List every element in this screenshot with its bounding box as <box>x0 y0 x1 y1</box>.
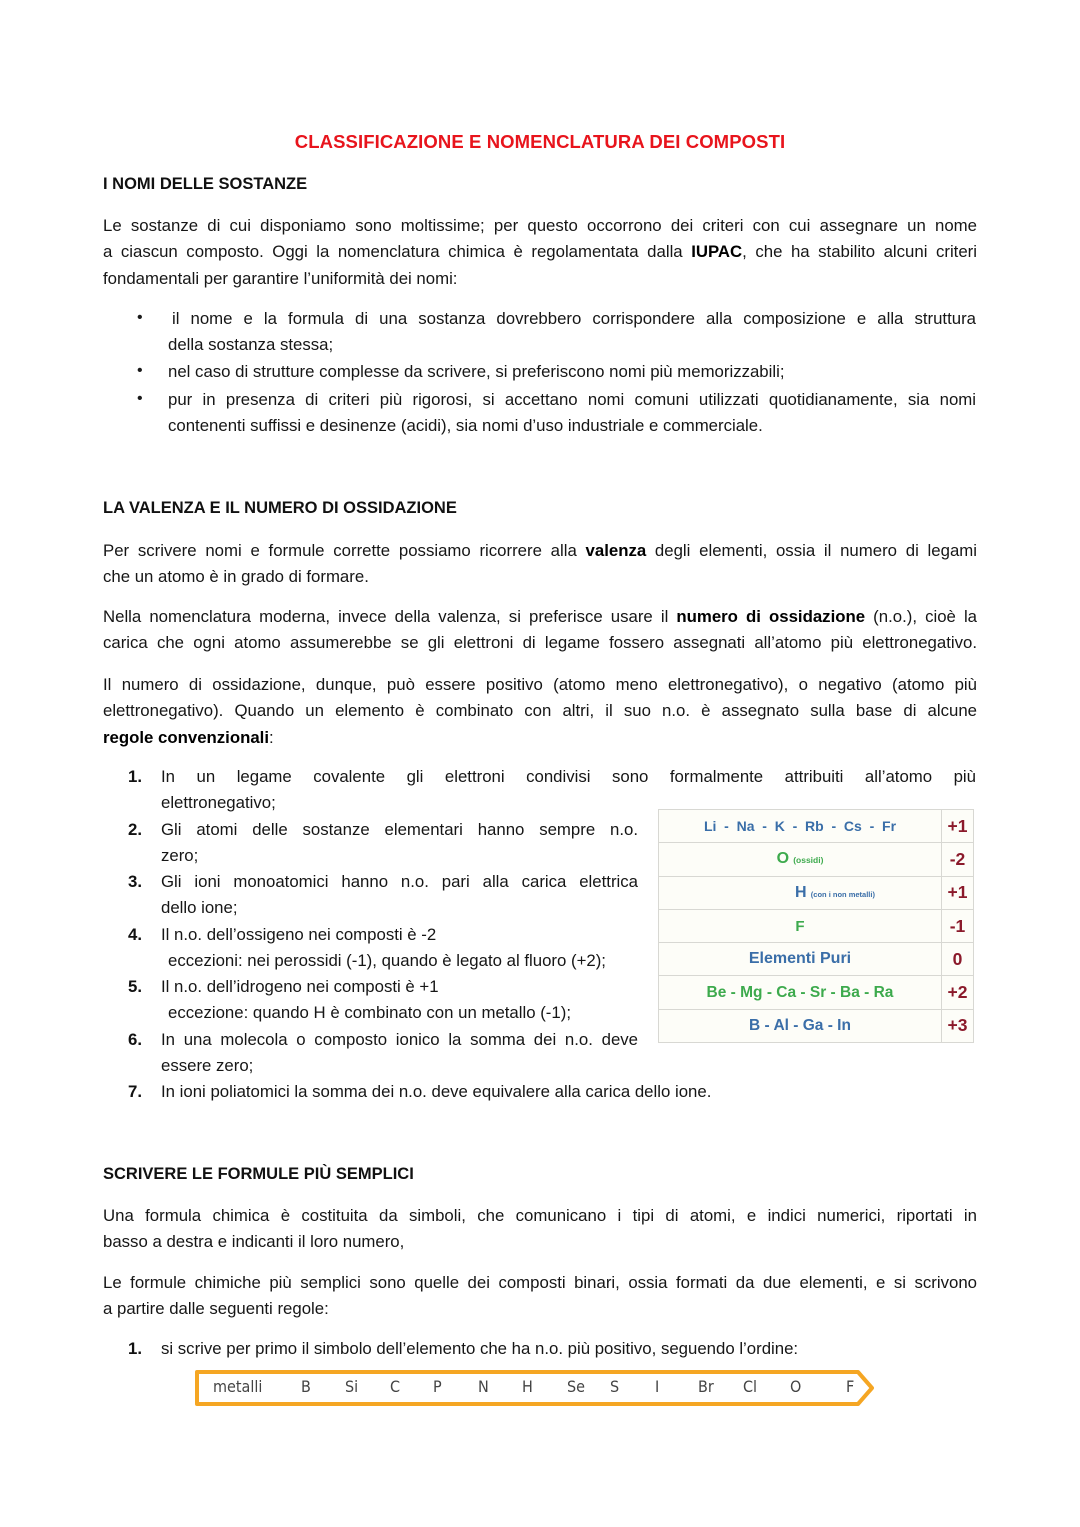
bullet-line <box>168 309 976 329</box>
paragraph-line: fondamentali per garantire l’uniformità dei nomi: <box>103 268 458 288</box>
value-cell: +3 <box>942 1009 974 1042</box>
paragraph-line: Il numero di ossidazione, dunque, può essere positivo (atomo meno elettronegativo), o negativo (atomo più <box>103 675 977 694</box>
bullet-icon: • <box>137 390 143 407</box>
oxidation-term: numero di ossidazione <box>676 607 866 626</box>
rule-line: elettronegativo; <box>161 793 276 812</box>
rule-number: 2. <box>128 820 142 839</box>
oxidation-paragraph <box>103 604 977 657</box>
element-order-list <box>194 1368 854 1408</box>
rule-number: 6. <box>128 1030 142 1049</box>
paragraph-line: basso a destra e indicanti il loro numero, <box>103 1232 405 1252</box>
text-run: degli elementi, ossia il numero di legami <box>646 541 977 560</box>
order-item: Cl <box>743 1377 758 1396</box>
text-run: In un legame covalente gli elettroni condivisi sono formalmente attribuiti all’atomo più <box>161 767 976 786</box>
table-row <box>659 1009 974 1042</box>
paragraph-line <box>103 604 977 630</box>
order-item: H <box>522 1377 533 1396</box>
sign-paragraph <box>103 672 977 751</box>
text-run: a ciascun composto. Oggi la nomenclatura chimica è regolamentata dalla <box>103 242 692 262</box>
valence-paragraph <box>103 538 977 591</box>
rule-number: 5. <box>128 977 142 996</box>
bullet-line: contenenti suffissi e desinenze (acidi), sia nomi d’uso industriale e commerciale. <box>168 416 763 435</box>
value-cell: -1 <box>942 909 974 942</box>
text-run: Nella nomenclatura moderna, invece della valenza, si preferisce usare il <box>103 607 677 626</box>
table-row <box>659 810 974 843</box>
value-cell: +2 <box>942 976 974 1009</box>
section-heading-names: I NOMI DELLE SOSTANZE <box>103 175 308 193</box>
table-row <box>659 943 974 976</box>
order-item: metalli <box>213 1377 263 1396</box>
order-item: P <box>433 1377 442 1396</box>
order-item: Si <box>345 1377 359 1396</box>
element-cell: F <box>659 909 942 942</box>
paragraph-line <box>103 538 977 564</box>
element-cell: B - Al - Ga - In <box>659 1009 942 1042</box>
paragraph-line <box>103 239 977 265</box>
text-run: il nome e la formula di una sostanza dovrebbero corrispondere alla composizione e alla struttura <box>172 309 976 328</box>
order-item: Br <box>698 1377 714 1396</box>
text-run: (n.o.), cioè la <box>865 607 978 626</box>
order-item: N <box>478 1377 489 1396</box>
text-run: : <box>269 727 274 747</box>
element-cell <box>659 810 942 843</box>
rule-line <box>161 1030 638 1050</box>
order-item: I <box>655 1377 660 1396</box>
element-cell <box>659 843 942 876</box>
rule-line: In ioni poliatomici la somma dei n.o. deve equivalere alla carica dello ione. <box>161 1082 712 1101</box>
document-title: CLASSIFICAZIONE E NOMENCLATURA DEI COMPOSTI <box>294 131 786 152</box>
element-note: (con i non metalli) <box>810 889 875 899</box>
order-item: B <box>301 1377 311 1396</box>
value-cell: +1 <box>942 876 974 909</box>
bullet-line: della sostanza stessa; <box>168 335 334 354</box>
table-row <box>659 876 974 909</box>
element-label: H <box>795 883 807 901</box>
rule-line: Il n.o. dell’ossigeno nei composti è -2 <box>161 925 437 944</box>
rule-number: 1. <box>128 1339 142 1358</box>
text-run: , che ha stabilito alcuni criteri <box>742 242 977 262</box>
element-note: (ossidi) <box>793 855 824 866</box>
paragraph-line <box>103 728 274 747</box>
rule-line: zero; <box>161 846 199 865</box>
text-run: Per scrivere nomi e formule corrette possiamo ricorrere alla <box>103 541 586 560</box>
table-row <box>659 843 974 876</box>
rule-line: eccezioni: nei perossidi (-1), quando è legato al fluoro (+2); <box>168 951 606 970</box>
text-run: Gli ioni monoatomici hanno n.o. pari alla carica elettrica <box>161 872 638 891</box>
order-item: O <box>790 1377 802 1396</box>
rule-line <box>161 767 976 787</box>
section-heading-formulas: SCRIVERE LE FORMULE PIÙ SEMPLICI <box>103 1165 414 1183</box>
value-cell: -2 <box>942 843 974 876</box>
valence-term: valenza <box>585 541 647 560</box>
paragraph-line: a partire dalle seguenti regole: <box>103 1299 329 1319</box>
oxidation-number-table <box>658 809 974 1043</box>
rule-number: 4. <box>128 925 142 944</box>
formula-paragraph <box>103 1203 977 1256</box>
rule-line: eccezione: quando H è combinato con un metallo (-1); <box>168 1003 571 1022</box>
iupac-term: IUPAC <box>691 242 743 262</box>
order-item: Se <box>567 1377 585 1396</box>
paragraph-line: Le sostanze di cui disponiamo sono moltissime; per questo occorrono dei criteri con cui assegnare un nome <box>103 216 977 235</box>
bullet-icon: • <box>137 362 143 379</box>
text-run: pur in presenza di criteri più rigorosi, si accettano nomi comuni utilizzati quotidianamente, sia nomi <box>168 390 976 409</box>
text-run: Gli atomi delle sostanze elementari hanno sempre n.o. <box>161 820 638 839</box>
order-item: C <box>390 1377 401 1396</box>
rule-line <box>161 872 638 892</box>
order-item: F <box>846 1377 855 1396</box>
order-item: S <box>610 1377 620 1396</box>
table-row <box>659 909 974 942</box>
element-cell <box>659 876 942 909</box>
conventional-rules-term: regole convenzionali <box>103 727 269 747</box>
rule-number: 7. <box>128 1082 142 1101</box>
bullet-line <box>168 390 976 410</box>
paragraph-line: Una formula chimica è costituita da simboli, che comunicano i tipi di atomi, e indici numerici, riportati in <box>103 1206 977 1225</box>
bullet-icon: • <box>137 309 143 326</box>
element-cell: Elementi Puri <box>659 943 942 976</box>
text-run: In una molecola o composto ionico la somma dei n.o. deve <box>161 1030 638 1049</box>
value-cell: 0 <box>942 943 974 976</box>
element-label: Li - Na - K - Rb - Cs - Fr <box>703 817 897 834</box>
value-cell: +1 <box>942 810 974 843</box>
intro-paragraph <box>103 213 977 292</box>
rule-number: 3. <box>128 872 142 891</box>
rule-number: 1. <box>128 767 142 786</box>
bullet-line: nel caso di strutture complesse da scrivere, si preferiscono nomi più memorizzabili; <box>168 362 785 381</box>
paragraph-line: carica che ogni atomo assumerebbe se gli elettroni di legame fossero assegnati all’atomo più elettronegativo. <box>103 633 977 653</box>
paragraph-line: Le formule chimiche più semplici sono quelle dei composti binari, ossia formati da due elementi, e si scrivono <box>103 1273 977 1292</box>
rule-line <box>161 820 638 840</box>
element-label: O <box>776 850 790 868</box>
paragraph-line: che un atomo è in grado di formare. <box>103 567 369 587</box>
element-cell: Be - Mg - Ca - Sr - Ba - Ra <box>659 976 942 1009</box>
binary-paragraph <box>103 1270 977 1323</box>
rule-line: si scrive per primo il simbolo dell’elemento che ha n.o. più positivo, seguendo l’ordine: <box>161 1339 799 1358</box>
rule-line: Il n.o. dell’idrogeno nei composti è +1 <box>161 977 439 996</box>
table-row <box>659 976 974 1009</box>
paragraph-line: elettronegativo). Quando un elemento è combinato con altri, il suo n.o. è assegnato sulla base di alcune <box>103 701 977 721</box>
rule-line: essere zero; <box>161 1056 254 1075</box>
rule-line: dello ione; <box>161 898 238 917</box>
section-heading-valence: LA VALENZA E IL NUMERO DI OSSIDAZIONE <box>103 499 457 517</box>
